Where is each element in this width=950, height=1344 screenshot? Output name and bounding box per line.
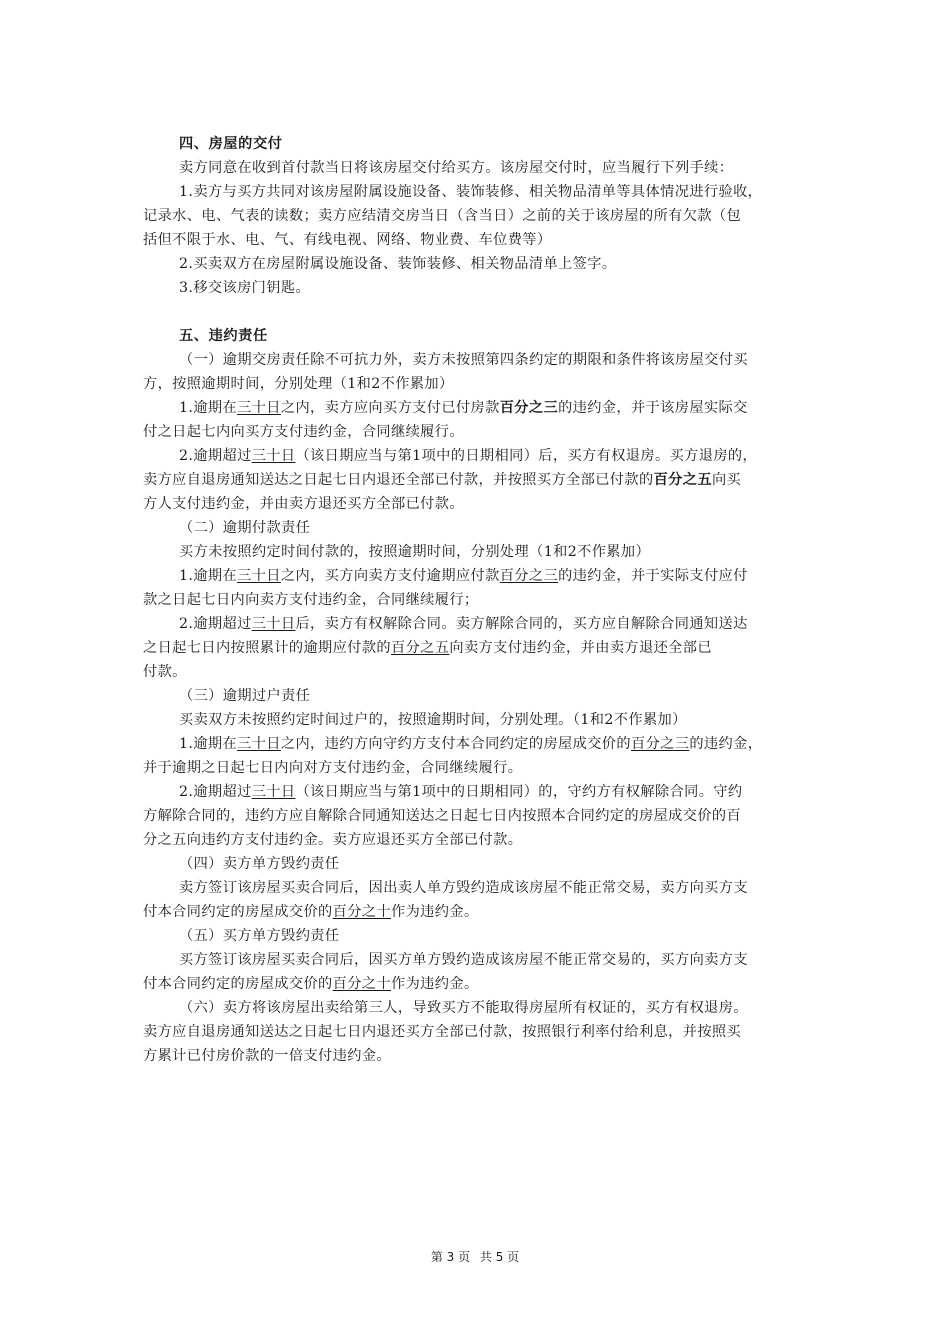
paragraph-line: 方解除合同的，违约方应自解除合同通知送达之日起七日内按照本合同约定的房屋成交价的百 — [143, 808, 742, 824]
underlined-term: 三十日 — [251, 448, 296, 464]
page-footer — [0, 1248, 950, 1265]
underlined-term: 三十日 — [237, 400, 281, 416]
bold-term: 百分之三 — [499, 400, 559, 416]
paragraph-line: 记录水、电、气表的读数；卖方应结清交房当日（含当日）之前的关于该房屋的所有欠款（包 — [143, 208, 742, 224]
paragraph-line: 买卖双方未按照约定时间过户的，按照逾期时间，分别处理。（1和2不作累加） — [179, 712, 687, 728]
paragraph-line: 卖方应自退房通知送达之日起七日内退还买方全部已付款，按照银行利率付给利息，并按照买 — [143, 1024, 742, 1040]
subsection-title: （二）逾期付款责任 — [179, 520, 311, 536]
paragraph-line: （一）逾期交房责任除不可抗力外，卖方未按照第四条约定的期限和条件将该房屋交付买 — [179, 352, 748, 368]
underlined-term: 百分之三 — [499, 568, 559, 584]
document-page — [143, 132, 807, 1068]
underlined-term: 三十日 — [251, 784, 296, 800]
paragraph-line: 分之五向违约方支付违约金。卖方应退还买方全部已付款。 — [143, 832, 523, 848]
paragraph-line: 括但不限于水、电、气、有线电视、网络、物业费、车位费等） — [143, 232, 552, 248]
paragraph-line: （六）卖方将该房屋出卖给第三人，导致买方不能取得房屋所有权证的，买方有权退房。 — [179, 1000, 748, 1016]
paragraph-line: 2.买卖双方在房屋附属设施设备、装饰装修、相关物品清单上签字。 — [179, 256, 617, 272]
section-four-title: 四、房屋的交付 — [179, 136, 283, 152]
subsection-title: （五）买方单方毁约责任 — [179, 928, 340, 944]
paragraph-line: 款之日起七日内向卖方支付违约金，合同继续履行； — [143, 592, 479, 608]
paragraph-line: 并于逾期之日起七日内向对方支付违约金，合同继续履行。 — [143, 760, 523, 776]
subsection-title: （三）逾期过户责任 — [179, 688, 311, 704]
page-total: 共 5 页 — [479, 1250, 520, 1264]
underlined-term: 百分之三 — [630, 736, 690, 752]
paragraph-line: 方人支付违约金，并由卖方退还买方全部已付款。 — [143, 496, 464, 512]
paragraph-line: 买方签订该房屋买卖合同后，因买方单方毁约造成该房屋不能正常交易的，买方向卖方支 — [179, 952, 748, 968]
paragraph-line: 1.逾期在三十日之内，违约方向守约方支付本合同约定的房屋成交价的百分之三的违约金， — [179, 736, 763, 752]
underlined-term: 百分之五 — [391, 640, 450, 656]
paragraph-line: 2.逾期超过三十日（该日期应当与第1项中的日期相同）后，买方有权退房。买方退房的， — [179, 448, 758, 464]
paragraph-line: 之日起七日内按照累计的逾期应付款的百分之五向卖方支付违约金，并由卖方退还全部已 — [143, 640, 712, 656]
paragraph-line: 方累计已付房价款的一倍支付违约金。 — [143, 1048, 391, 1064]
page-number: 第 3 页 — [430, 1250, 471, 1264]
paragraph-line: 1.逾期在三十日之内，买方向卖方支付逾期应付款百分之三的违约金，并于实际支付应付 — [179, 568, 748, 584]
paragraph-line: 卖方签订该房屋买卖合同后，因出卖人单方毁约造成该房屋不能正常交易，卖方向买方支 — [179, 880, 748, 896]
section-five-title: 五、违约责任 — [179, 328, 268, 344]
paragraph-line: 3.移交该房门钥匙。 — [179, 280, 311, 296]
underlined-term: 三十日 — [237, 568, 281, 584]
paragraph-line: 买方未按照约定时间付款的，按照逾期时间，分别处理（1和2不作累加） — [179, 544, 651, 560]
paragraph-line: 卖方同意在收到首付款当日将该房屋交付给买方。该房屋交付时，应当履行下列手续： — [179, 160, 734, 176]
paragraph-line: 方，按照逾期时间，分别处理（1和2不作累加） — [143, 376, 454, 392]
paragraph-line: 2.逾期超过三十日后，卖方有权解除合同。卖方解除合同的，买方应自解除合同通知送达 — [179, 616, 748, 632]
paragraph-line: 付本合同约定的房屋成交价的百分之十作为违约金。 — [143, 976, 479, 992]
paragraph-line: 1.卖方与买方共同对该房屋附属设施设备、装饰装修、相关物品清单等具体情况进行验收， — [179, 184, 763, 200]
underlined-term: 三十日 — [237, 736, 281, 752]
underlined-term: 三十日 — [251, 616, 296, 632]
paragraph-line: 付之日起七内向买方支付违约金，合同继续履行。 — [143, 424, 464, 440]
underlined-term: 百分之十 — [332, 976, 391, 992]
bold-term: 百分之五 — [653, 472, 712, 488]
paragraph-line: 1.逾期在三十日之内，卖方应向买方支付已付房款百分之三的违约金，并于该房屋实际交 — [179, 400, 748, 416]
paragraph-line: 付本合同约定的房屋成交价的百分之十作为违约金。 — [143, 904, 479, 920]
paragraph-line: 2.逾期超过三十日（该日期应当与第1项中的日期相同）的，守约方有权解除合同。守约 — [179, 784, 743, 800]
subsection-title: （四）卖方单方毁约责任 — [179, 856, 340, 872]
underlined-term: 百分之十 — [332, 904, 391, 920]
paragraph-line: 付款。 — [143, 664, 187, 680]
paragraph-line: 卖方应自退房通知送达之日起七日内退还全部已付款，并按照买方全部已付款的百分之五向买 — [143, 472, 742, 488]
